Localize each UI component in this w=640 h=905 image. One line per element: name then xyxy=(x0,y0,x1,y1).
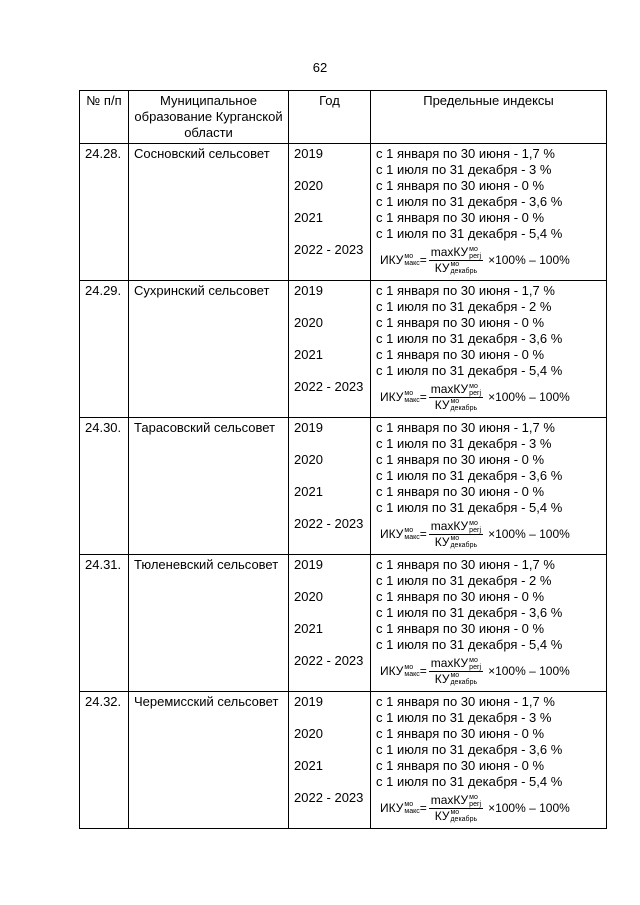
formula-den-sup: мо xyxy=(450,398,460,406)
header-number: № п/п xyxy=(80,91,129,144)
formula-tail: ×100% – 100% xyxy=(488,253,570,267)
table-row xyxy=(80,555,607,692)
row-indexes xyxy=(371,418,607,555)
indexes-table xyxy=(79,90,607,829)
index-line: с 1 января по 30 июня - 0 % xyxy=(376,589,545,604)
formula-den-sub: декабрь xyxy=(450,405,478,413)
row-number: 24.31. xyxy=(80,555,129,692)
row-years xyxy=(289,555,371,692)
formula-num-sub: pегj xyxy=(469,800,482,808)
year-label: 2021 xyxy=(294,621,323,636)
formula-lhs: ИКУ xyxy=(380,801,404,815)
formula-den-sub: декабрь xyxy=(450,679,478,687)
formula-den-text: КУ xyxy=(434,260,450,275)
formula-lhs: ИКУ xyxy=(380,390,404,404)
row-municipality: Сосновский сельсовет xyxy=(129,144,289,281)
year-label: 2022 - 2023 xyxy=(294,242,364,257)
index-line: с 1 июля по 31 декабря - 3,6 % xyxy=(376,331,563,346)
formula-num-sup: мо xyxy=(469,519,478,527)
index-line: с 1 января по 30 июня - 0 % xyxy=(376,726,545,741)
index-line: с 1 января по 30 июня - 1,7 % xyxy=(376,146,555,161)
row-number: 24.28. xyxy=(80,144,129,281)
row-municipality: Тюленевский сельсовет xyxy=(129,555,289,692)
index-line: с 1 января по 30 июня - 0 % xyxy=(376,758,545,773)
index-line: с 1 января по 30 июня - 0 % xyxy=(376,347,545,362)
formula-lhs-sub: макс xyxy=(404,260,420,267)
formula-lhs-scripts xyxy=(404,253,419,267)
index-line: с 1 июля по 31 декабря - 5,4 % xyxy=(376,363,563,378)
formula-denominator xyxy=(433,261,479,276)
formula-den-scripts xyxy=(450,398,477,412)
row-number: 24.30. xyxy=(80,418,129,555)
year-label: 2019 xyxy=(294,420,323,435)
index-line: с 1 июля по 31 декабря - 3,6 % xyxy=(376,468,563,483)
row-indexes xyxy=(371,555,607,692)
formula-lhs-scripts xyxy=(404,390,419,404)
year-label: 2022 - 2023 xyxy=(294,790,364,805)
year-label: 2020 xyxy=(294,315,323,330)
formula-denominator xyxy=(433,535,479,550)
year-label: 2020 xyxy=(294,452,323,467)
formula-lhs-scripts xyxy=(404,527,419,541)
formula-lhs-scripts xyxy=(404,664,419,678)
index-line: с 1 июля по 31 декабря - 2 % xyxy=(376,573,552,588)
year-label: 2019 xyxy=(294,557,323,572)
formula-den-sup: мо xyxy=(450,261,460,269)
formula-tail: ×100% – 100% xyxy=(488,527,570,541)
header-municipality: Муниципальное образование Курганской области xyxy=(129,91,289,144)
formula-lhs-sup: мо xyxy=(404,801,414,808)
formula-fraction xyxy=(429,656,483,687)
table-body xyxy=(80,144,607,829)
index-line: с 1 июля по 31 декабря - 3,6 % xyxy=(376,742,563,757)
formula-den-sup: мо xyxy=(450,672,460,680)
formula-eq: = xyxy=(419,253,427,267)
formula-den-sub: декабрь xyxy=(450,268,478,276)
formula-num-sub: pегj xyxy=(469,663,482,671)
formula-den-text: КУ xyxy=(434,671,450,686)
formula-denominator xyxy=(433,398,479,413)
index-formula xyxy=(376,379,601,415)
row-number: 24.32. xyxy=(80,692,129,829)
year-label: 2022 - 2023 xyxy=(294,653,364,668)
formula-num-sup: мо xyxy=(469,382,478,390)
year-label: 2019 xyxy=(294,146,323,161)
index-line: с 1 января по 30 июня - 0 % xyxy=(376,452,545,467)
table-row xyxy=(80,692,607,829)
page-number: 62 xyxy=(312,60,328,75)
year-label: 2020 xyxy=(294,178,323,193)
header-indexes: Предельные индексы xyxy=(371,91,607,144)
formula-lhs: ИКУ xyxy=(380,527,404,541)
index-line: с 1 января по 30 июня - 1,7 % xyxy=(376,283,555,298)
formula-denominator xyxy=(433,809,479,824)
year-label: 2020 xyxy=(294,726,323,741)
year-label: 2022 - 2023 xyxy=(294,379,364,394)
formula-num-sup: мо xyxy=(469,793,478,801)
formula-num-text: maxКУ xyxy=(430,244,469,259)
formula-den-scripts xyxy=(450,809,477,823)
formula-num-sub: pегj xyxy=(469,389,482,397)
index-line: с 1 января по 30 июня - 0 % xyxy=(376,178,545,193)
index-line: с 1 июля по 31 декабря - 3,6 % xyxy=(376,605,563,620)
formula-num-scripts xyxy=(469,794,481,808)
formula-lhs: ИКУ xyxy=(380,253,404,267)
formula-lhs: ИКУ xyxy=(380,664,404,678)
formula-eq: = xyxy=(419,664,427,678)
formula-num-sub: pегj xyxy=(469,252,482,260)
row-number: 24.29. xyxy=(80,281,129,418)
header-year: Год xyxy=(289,91,371,144)
row-years xyxy=(289,692,371,829)
row-indexes xyxy=(371,692,607,829)
formula-lhs-scripts xyxy=(404,801,419,815)
formula-eq: = xyxy=(419,801,427,815)
table-header-row xyxy=(80,91,607,144)
formula-fraction xyxy=(429,382,483,413)
index-formula xyxy=(376,516,601,552)
formula-eq: = xyxy=(419,390,427,404)
formula-lhs-sub: макс xyxy=(404,397,420,404)
index-line: с 1 января по 30 июня - 0 % xyxy=(376,210,545,225)
formula-lhs-sub: макс xyxy=(404,808,420,815)
index-line: с 1 июля по 31 декабря - 3 % xyxy=(376,436,552,451)
formula-num-sub: pегj xyxy=(469,526,482,534)
formula-tail: ×100% – 100% xyxy=(488,801,570,815)
formula-lhs-sub: макс xyxy=(404,534,420,541)
formula-numerator xyxy=(429,245,483,261)
formula-num-scripts xyxy=(469,520,481,534)
row-years xyxy=(289,144,371,281)
formula-tail: ×100% – 100% xyxy=(488,390,570,404)
formula-num-text: maxКУ xyxy=(430,792,469,807)
formula-den-text: КУ xyxy=(434,808,450,823)
index-line: с 1 июля по 31 декабря - 2 % xyxy=(376,299,552,314)
index-line: с 1 января по 30 июня - 0 % xyxy=(376,621,545,636)
row-indexes xyxy=(371,281,607,418)
formula-numerator xyxy=(429,382,483,398)
year-label: 2021 xyxy=(294,210,323,225)
formula-denominator xyxy=(433,672,479,687)
formula-den-scripts xyxy=(450,535,477,549)
formula-num-text: maxКУ xyxy=(430,518,469,533)
index-line: с 1 июля по 31 декабря - 5,4 % xyxy=(376,500,563,515)
index-formula xyxy=(376,242,601,278)
formula-den-scripts xyxy=(450,261,477,275)
formula-eq: = xyxy=(419,527,427,541)
formula-num-text: maxКУ xyxy=(430,381,469,396)
index-formula xyxy=(376,653,601,689)
formula-den-text: КУ xyxy=(434,397,450,412)
index-line: с 1 июля по 31 декабря - 3,6 % xyxy=(376,194,563,209)
year-label: 2021 xyxy=(294,758,323,773)
index-line: с 1 июля по 31 декабря - 5,4 % xyxy=(376,637,563,652)
year-label: 2020 xyxy=(294,589,323,604)
formula-num-scripts xyxy=(469,657,481,671)
formula-num-text: maxКУ xyxy=(430,655,469,670)
formula-den-sup: мо xyxy=(450,809,460,817)
formula-num-sup: мо xyxy=(469,656,478,664)
year-label: 2021 xyxy=(294,484,323,499)
row-municipality: Черемисский сельсовет xyxy=(129,692,289,829)
index-line: с 1 января по 30 июня - 1,7 % xyxy=(376,420,555,435)
formula-num-scripts xyxy=(469,246,481,260)
year-label: 2019 xyxy=(294,283,323,298)
index-line: с 1 июля по 31 декабря - 5,4 % xyxy=(376,774,563,789)
row-municipality: Сухринский сельсовет xyxy=(129,281,289,418)
formula-fraction xyxy=(429,519,483,550)
row-years xyxy=(289,281,371,418)
index-line: с 1 июля по 31 декабря - 3 % xyxy=(376,710,552,725)
formula-den-sub: декабрь xyxy=(450,542,478,550)
index-line: с 1 января по 30 июня - 0 % xyxy=(376,484,545,499)
formula-numerator xyxy=(429,793,483,809)
formula-den-scripts xyxy=(450,672,477,686)
index-line: с 1 января по 30 июня - 1,7 % xyxy=(376,694,555,709)
table-row xyxy=(80,281,607,418)
index-line: с 1 июля по 31 декабря - 3 % xyxy=(376,162,552,177)
formula-den-sub: декабрь xyxy=(450,816,478,824)
row-years xyxy=(289,418,371,555)
formula-fraction xyxy=(429,245,483,276)
formula-lhs-sup: мо xyxy=(404,664,414,671)
formula-fraction xyxy=(429,793,483,824)
formula-lhs-sup: мо xyxy=(404,253,414,260)
formula-den-text: КУ xyxy=(434,534,450,549)
year-label: 2019 xyxy=(294,694,323,709)
table-row xyxy=(80,144,607,281)
formula-den-sup: мо xyxy=(450,535,460,543)
formula-tail: ×100% – 100% xyxy=(488,664,570,678)
row-indexes xyxy=(371,144,607,281)
formula-num-scripts xyxy=(469,383,481,397)
formula-numerator xyxy=(429,519,483,535)
index-line: с 1 июля по 31 декабря - 5,4 % xyxy=(376,226,563,241)
formula-numerator xyxy=(429,656,483,672)
formula-num-sup: мо xyxy=(469,245,478,253)
formula-lhs-sub: макс xyxy=(404,671,420,678)
table-row xyxy=(80,418,607,555)
year-label: 2021 xyxy=(294,347,323,362)
index-formula xyxy=(376,790,601,826)
year-label: 2022 - 2023 xyxy=(294,516,364,531)
index-line: с 1 января по 30 июня - 0 % xyxy=(376,315,545,330)
index-line: с 1 января по 30 июня - 1,7 % xyxy=(376,557,555,572)
formula-lhs-sup: мо xyxy=(404,527,414,534)
row-municipality: Тарасовский сельсовет xyxy=(129,418,289,555)
formula-lhs-sup: мо xyxy=(404,390,414,397)
